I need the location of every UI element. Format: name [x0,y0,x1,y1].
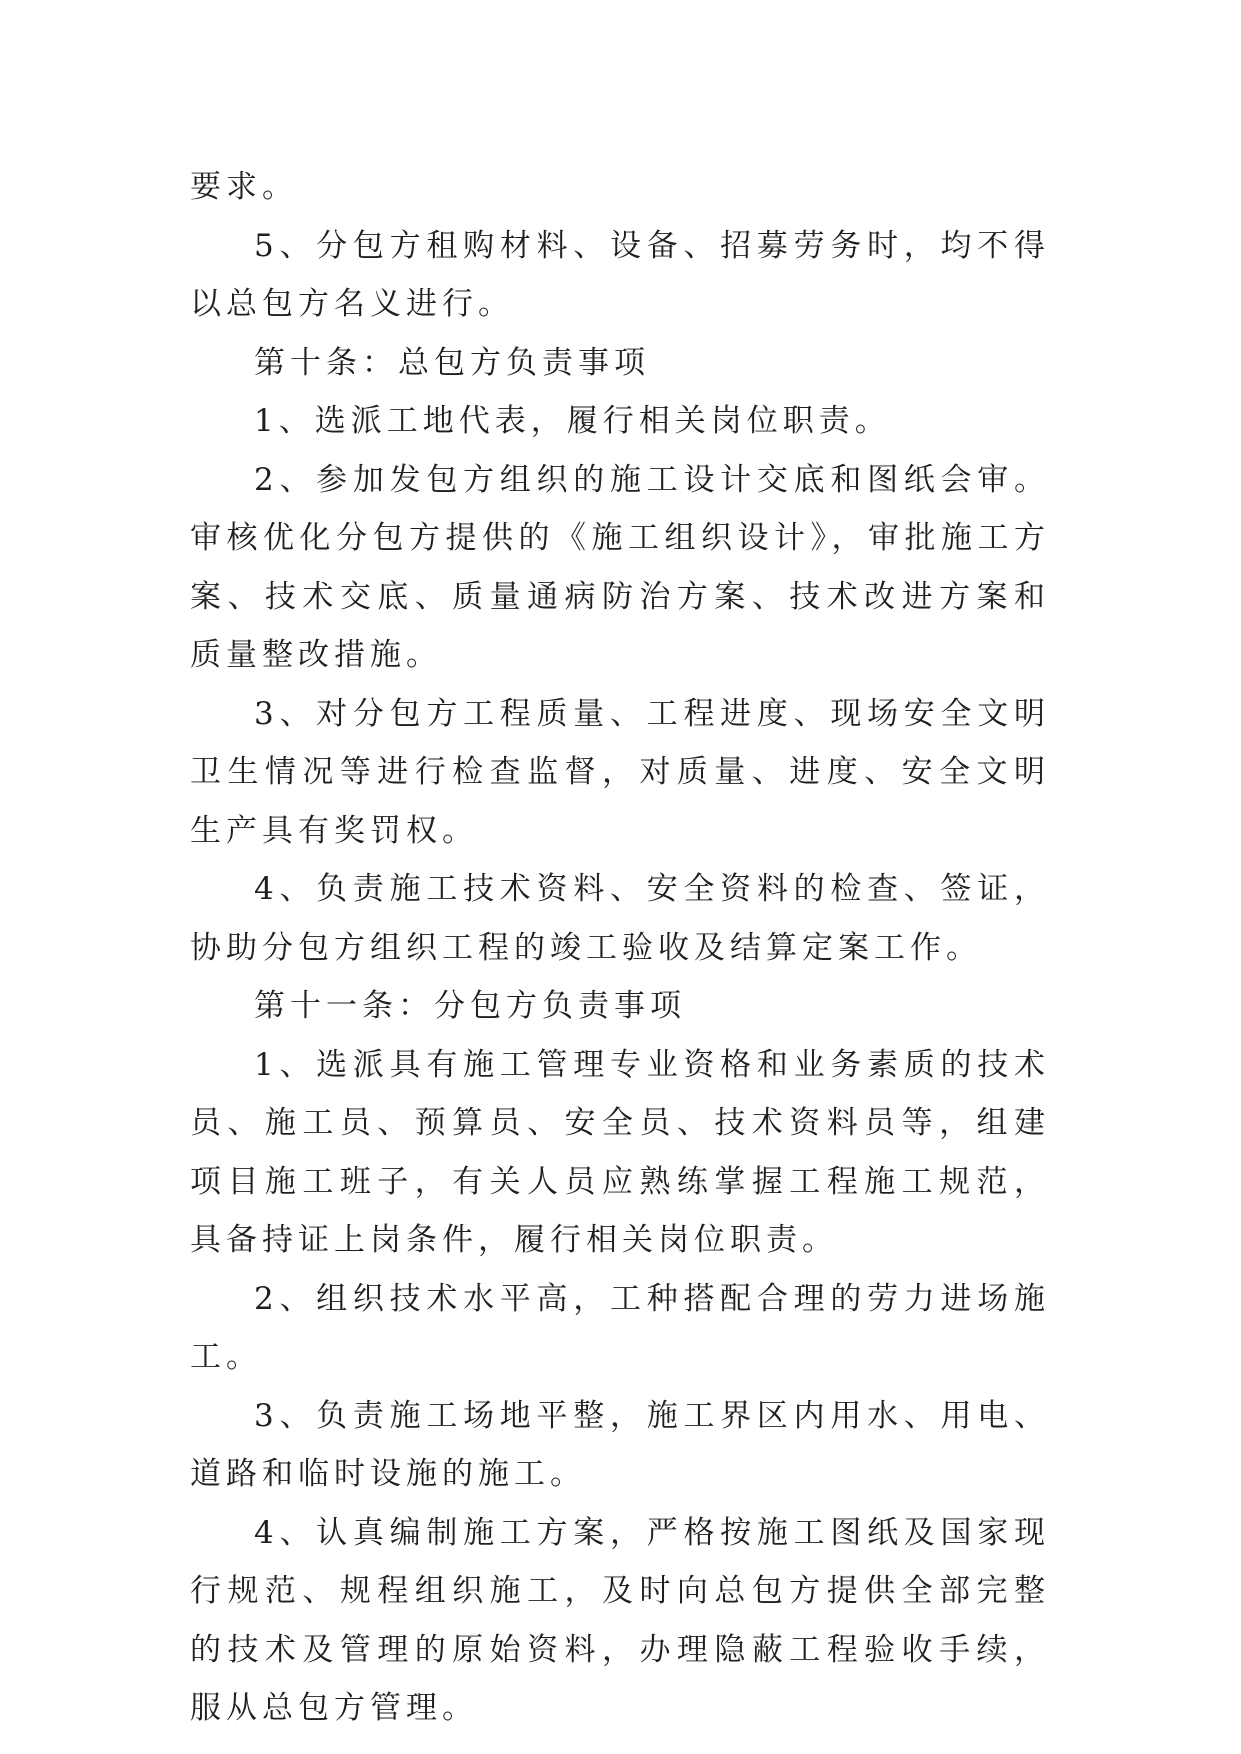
article-10-item-4: 4、负责施工技术资料、安全资料的检查、签证，协助分包方组织工程的竣工验收及结算定案工作。 [190,871,1050,966]
article-10-item-2: 2、参加发包方组织的施工设计交底和图纸会审。审核优化分包方提供的《施工组织设计》，审批施工方案、技术交底、质量通病防治方案、技术改进方案和质量整改措施。 [190,461,1050,673]
article-11-item-1: 1、选派具有施工管理专业资格和业务素质的技术员、施工员、预算员、安全员、技术资料员等，组建项目施工班子，有关人员应熟练掌握工程施工规范，具备持证上岗条件，履行相关岗位职责。 [190,1046,1050,1258]
article-10-item-1: 1、选派工地代表，履行相关岗位职责。 [254,403,891,439]
article-11-item-2: 2、组织技术水平高，工种搭配合理的劳力进场施工。 [190,1280,1050,1375]
paragraph-continuation: 要求。 [190,169,298,205]
article-10-item-3: 3、对分包方工程质量、工程进度、现场安全文明卫生情况等进行检查监督，对质量、进度、安全文明生产具有奖罚权。 [190,695,1050,849]
article-10-heading: 第十条：总包方负责事项 [254,344,650,381]
paragraph-item-5: 5、分包方租购材料、设备、招募劳务时，均不得以总包方名义进行。 [190,227,1050,322]
article-11-item-3: 3、负责施工场地平整，施工界区内用水、用电、道路和临时设施的施工。 [190,1397,1050,1492]
article-11-heading: 第十一条：分包方负责事项 [254,988,686,1024]
document-body [190,158,1050,1738]
article-11-item-4: 4、认真编制施工方案，严格按施工图纸及国家现行规范、规程组织施工，及时向总包方提供全部完整的技术及管理的原始资料，办理隐蔽工程验收手续，服从总包方管理。 [190,1514,1050,1726]
